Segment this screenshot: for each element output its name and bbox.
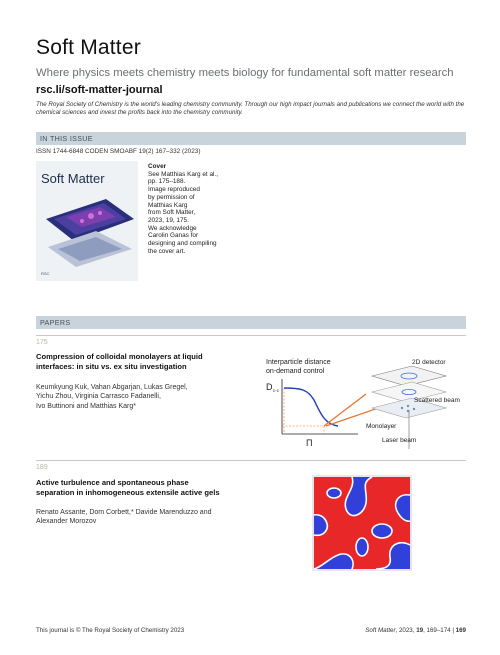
figure-laser-label: Laser beam bbox=[382, 437, 417, 444]
figure-curve bbox=[284, 388, 338, 426]
paper-graphical-abstract-2[interactable] bbox=[312, 475, 412, 571]
figure-y-axis: D bbox=[266, 382, 273, 392]
paper-divider bbox=[36, 460, 466, 461]
in-this-issue-band: IN THIS ISSUE bbox=[36, 132, 466, 145]
paper-authors-line: Yichu Zhou, Virginia Carrasco Fadanelli, bbox=[36, 393, 161, 401]
footer-page-number: 169 bbox=[455, 627, 466, 634]
cover-line: See Matthias Karg et al., bbox=[148, 170, 218, 178]
figure-monolayer-label: Monolayer bbox=[366, 423, 397, 430]
paper-authors-line: Alexander Morozov bbox=[36, 518, 97, 526]
paper-title-link[interactable] bbox=[36, 352, 256, 371]
figure-arrow bbox=[324, 394, 366, 426]
figure-scattered-label: Scattered beam bbox=[414, 397, 460, 404]
journal-url-link[interactable]: rsc.li/soft-matter-journal bbox=[36, 84, 163, 96]
paper-title-line: interfaces: in situ vs. ex situ investigation bbox=[36, 361, 187, 371]
papers-band: PAPERS bbox=[36, 316, 466, 329]
issn-line: ISSN 1744-6848 CODEN SMOABF 19(2) 167–332 (2023) bbox=[36, 148, 201, 155]
cover-line: Matthias Karg bbox=[148, 201, 188, 209]
journal-title: Soft Matter bbox=[36, 36, 141, 59]
figure-x-axis: Π bbox=[306, 438, 313, 448]
cover-caption bbox=[148, 163, 240, 255]
cover-image[interactable] bbox=[36, 161, 138, 281]
cover-line: Carolin Ganas for bbox=[148, 232, 199, 240]
cover-line: from Soft Matter, bbox=[148, 209, 196, 217]
footer-volume: 19 bbox=[416, 627, 424, 634]
paper-title-link[interactable] bbox=[36, 478, 256, 497]
figure-label-top2: on-demand control bbox=[266, 368, 325, 375]
cover-publisher-logo: RSC bbox=[41, 271, 50, 276]
paper-title-line: Active turbulence and spontaneous phase bbox=[36, 478, 189, 487]
paper-authors-line: Keumkyung Kuk, Vahan Abgarjan, Lukas Gregel, bbox=[36, 384, 188, 391]
cover-heading: Cover bbox=[148, 163, 167, 170]
paper-authors bbox=[36, 383, 236, 411]
paper-page-number: 175 bbox=[36, 339, 48, 346]
cover-line: Image reproduced bbox=[148, 186, 200, 194]
cover-image-title: Soft Matter bbox=[41, 171, 105, 186]
figure-y-axis-sub: c-c bbox=[273, 388, 279, 393]
footer-year: , 2023, bbox=[395, 627, 417, 634]
footer-separator: | bbox=[450, 627, 456, 634]
footer-copyright: This journal is © The Royal Society of Chemistry 2023 bbox=[36, 627, 185, 634]
paper-authors bbox=[36, 508, 256, 527]
cover-line: 2023, 19, 175. bbox=[148, 216, 189, 224]
figure-detector-label: 2D detector bbox=[412, 359, 446, 366]
paper-authors-line: Ivo Buttinoni and Matthias Karg* bbox=[36, 402, 137, 410]
footer-citation bbox=[365, 627, 466, 634]
cover-line: the cover art. bbox=[148, 247, 186, 255]
cover-line: pp. 175–188. bbox=[148, 178, 186, 186]
footer-pages: , 169–174 bbox=[423, 627, 451, 634]
journal-tagline: Where physics meets chemistry meets biology for fundamental soft matter research bbox=[36, 67, 454, 79]
figure-label-top: Interparticle distance bbox=[266, 359, 331, 366]
cover-line: designing and compiling bbox=[148, 240, 217, 248]
footer-journal: Soft Matter bbox=[365, 627, 396, 634]
rsc-intro-text: The Royal Society of Chemistry is the world's leading chemistry community. Through our high impact journals and publications we connect the world with the chemical sciences and invest the profits back into the chemistry community. bbox=[36, 101, 465, 117]
paper-graphical-abstract[interactable] bbox=[262, 354, 468, 456]
paper-title-line: Compression of colloidal monolayers at liquid bbox=[36, 352, 203, 361]
paper-authors-line: Renato Assante, Dom Corbett,* Davide Marenduzzo and bbox=[36, 509, 212, 516]
paper-title-line: separation in inhomogeneous extensile active gels bbox=[36, 487, 220, 497]
cover-line: We acknowledge bbox=[148, 224, 197, 232]
cover-line: by permission of bbox=[148, 193, 195, 201]
paper-divider bbox=[36, 335, 466, 336]
paper-page-number: 189 bbox=[36, 464, 48, 471]
